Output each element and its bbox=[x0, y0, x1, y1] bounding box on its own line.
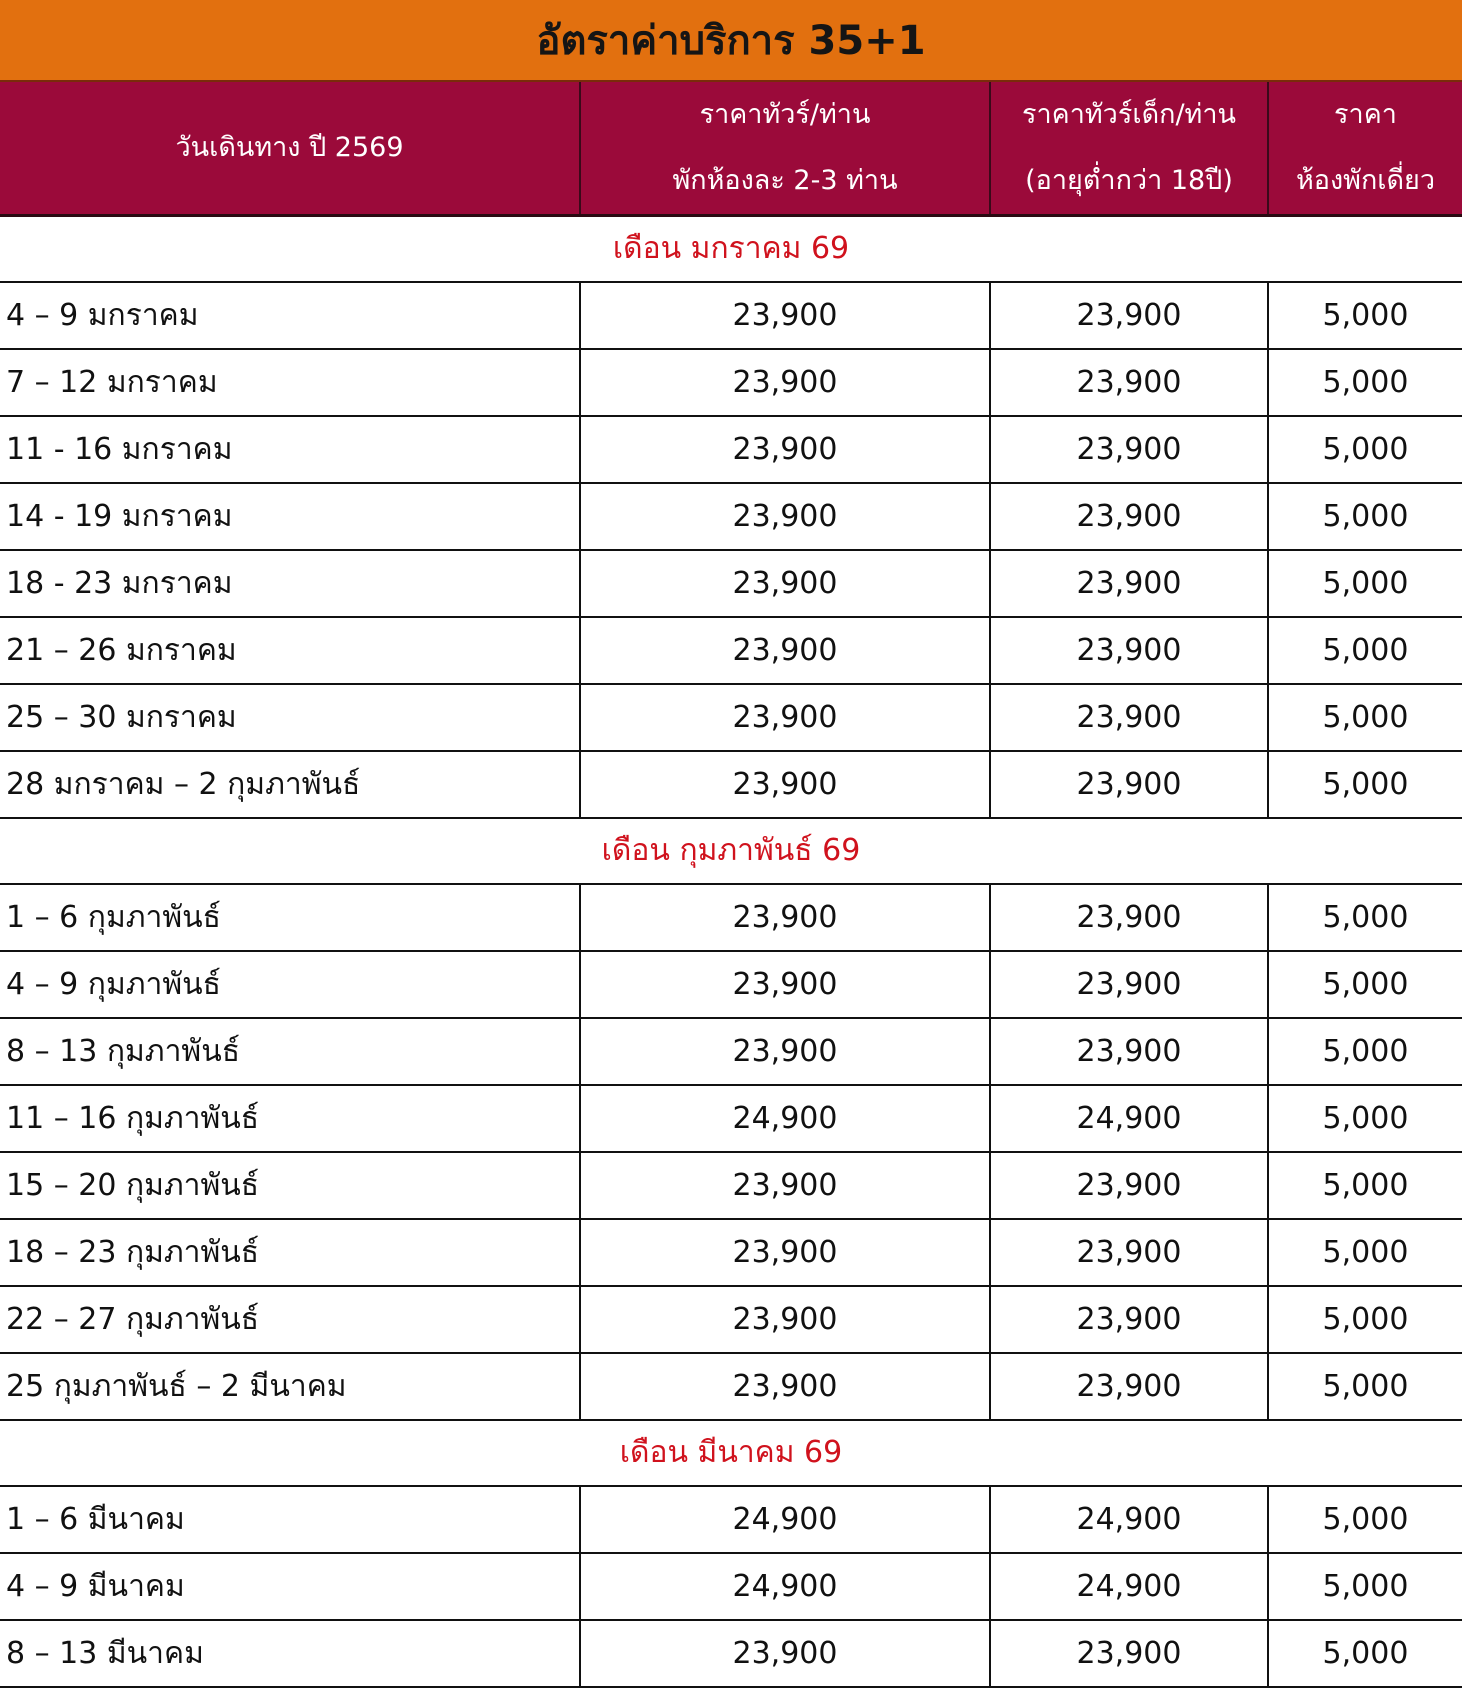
header-adult-price-line1: ราคาทัวร์/ท่าน bbox=[699, 99, 871, 130]
month-label: เดือน กุมภาพันธ์ 69 bbox=[0, 818, 1462, 884]
adult-price-cell: 23,900 bbox=[580, 483, 990, 550]
date-cell: 15 – 20 กุมภาพันธ์ bbox=[0, 1152, 580, 1219]
header-child-price bbox=[990, 82, 1268, 216]
adult-price-cell: 23,900 bbox=[580, 282, 990, 349]
month-header-row bbox=[0, 1420, 1462, 1486]
date-cell: 14 - 19 มกราคม bbox=[0, 483, 580, 550]
date-cell: 4 – 9 กุมภาพันธ์ bbox=[0, 951, 580, 1018]
header-child-price-line2: (อายุต่ำกว่า 18ปี) bbox=[1025, 165, 1233, 196]
date-cell: 4 – 9 มีนาคม bbox=[0, 1553, 580, 1620]
single-room-price-cell: 5,000 bbox=[1268, 1620, 1462, 1687]
header-single-room-line2: ห้องพักเดี่ยว bbox=[1295, 165, 1436, 196]
single-room-price-cell: 5,000 bbox=[1268, 951, 1462, 1018]
table-row bbox=[0, 1620, 1462, 1687]
table-row bbox=[0, 684, 1462, 751]
child-price-cell: 23,900 bbox=[990, 884, 1268, 951]
single-room-price-cell: 5,000 bbox=[1268, 349, 1462, 416]
table-row bbox=[0, 416, 1462, 483]
header-travel-date bbox=[0, 82, 580, 216]
table-row bbox=[0, 1553, 1462, 1620]
adult-price-cell: 23,900 bbox=[580, 617, 990, 684]
table-row bbox=[0, 550, 1462, 617]
table-row bbox=[0, 1286, 1462, 1353]
date-cell: 11 - 16 มกราคม bbox=[0, 416, 580, 483]
child-price-cell: 23,900 bbox=[990, 1152, 1268, 1219]
single-room-price-cell: 5,000 bbox=[1268, 1152, 1462, 1219]
child-price-cell: 23,900 bbox=[990, 416, 1268, 483]
adult-price-cell: 23,900 bbox=[580, 416, 990, 483]
table-row bbox=[0, 884, 1462, 951]
single-room-price-cell: 5,000 bbox=[1268, 617, 1462, 684]
table-row bbox=[0, 951, 1462, 1018]
date-cell: 8 – 13 มีนาคม bbox=[0, 1620, 580, 1687]
single-room-price-cell: 5,000 bbox=[1268, 483, 1462, 550]
single-room-price-cell: 5,000 bbox=[1268, 1486, 1462, 1553]
adult-price-cell: 23,900 bbox=[580, 1620, 990, 1687]
child-price-cell: 23,900 bbox=[990, 1018, 1268, 1085]
adult-price-cell: 23,900 bbox=[580, 1152, 990, 1219]
single-room-price-cell: 5,000 bbox=[1268, 684, 1462, 751]
date-cell: 7 – 12 มกราคม bbox=[0, 349, 580, 416]
single-room-price-cell: 5,000 bbox=[1268, 1553, 1462, 1620]
adult-price-cell: 24,900 bbox=[580, 1553, 990, 1620]
month-label: เดือน มกราคม 69 bbox=[0, 216, 1462, 282]
adult-price-cell: 23,900 bbox=[580, 1286, 990, 1353]
adult-price-cell: 24,900 bbox=[580, 1085, 990, 1152]
table-row bbox=[0, 617, 1462, 684]
adult-price-cell: 23,900 bbox=[580, 550, 990, 617]
table-row bbox=[0, 282, 1462, 349]
single-room-price-cell: 5,000 bbox=[1268, 751, 1462, 818]
child-price-cell: 24,900 bbox=[990, 1486, 1268, 1553]
page-title: อัตราค่าบริการ 35+1 bbox=[0, 0, 1462, 82]
child-price-cell: 23,900 bbox=[990, 483, 1268, 550]
adult-price-cell: 23,900 bbox=[580, 684, 990, 751]
table-row bbox=[0, 349, 1462, 416]
date-cell: 4 – 9 มกราคม bbox=[0, 282, 580, 349]
table-row bbox=[0, 1018, 1462, 1085]
table-row bbox=[0, 751, 1462, 818]
date-cell: 28 มกราคม – 2 กุมภาพันธ์ bbox=[0, 751, 580, 818]
header-single-room-line1: ราคา bbox=[1334, 99, 1397, 130]
month-header-row bbox=[0, 216, 1462, 282]
single-room-price-cell: 5,000 bbox=[1268, 282, 1462, 349]
date-cell: 21 – 26 มกราคม bbox=[0, 617, 580, 684]
table-body bbox=[0, 216, 1462, 1687]
date-cell: 25 กุมภาพันธ์ – 2 มีนาคม bbox=[0, 1353, 580, 1420]
header-adult-price bbox=[580, 82, 990, 216]
header-child-price-line1: ราคาทัวร์เด็ก/ท่าน bbox=[1022, 99, 1236, 130]
table-row bbox=[0, 1085, 1462, 1152]
date-cell: 18 - 23 มกราคม bbox=[0, 550, 580, 617]
adult-price-cell: 23,900 bbox=[580, 349, 990, 416]
date-cell: 8 – 13 กุมภาพันธ์ bbox=[0, 1018, 580, 1085]
date-cell: 1 – 6 กุมภาพันธ์ bbox=[0, 884, 580, 951]
adult-price-cell: 23,900 bbox=[580, 1018, 990, 1085]
child-price-cell: 23,900 bbox=[990, 617, 1268, 684]
adult-price-cell: 23,900 bbox=[580, 1219, 990, 1286]
single-room-price-cell: 5,000 bbox=[1268, 1219, 1462, 1286]
child-price-cell: 23,900 bbox=[990, 951, 1268, 1018]
single-room-price-cell: 5,000 bbox=[1268, 1085, 1462, 1152]
table-row bbox=[0, 1486, 1462, 1553]
child-price-cell: 23,900 bbox=[990, 282, 1268, 349]
adult-price-cell: 23,900 bbox=[580, 1353, 990, 1420]
child-price-cell: 23,900 bbox=[990, 1219, 1268, 1286]
header-adult-price-line2: พักห้องละ 2-3 ท่าน bbox=[672, 165, 898, 196]
date-cell: 18 – 23 กุมภาพันธ์ bbox=[0, 1219, 580, 1286]
single-room-price-cell: 5,000 bbox=[1268, 416, 1462, 483]
child-price-cell: 23,900 bbox=[990, 550, 1268, 617]
child-price-cell: 23,900 bbox=[990, 1620, 1268, 1687]
single-room-price-cell: 5,000 bbox=[1268, 1286, 1462, 1353]
child-price-cell: 23,900 bbox=[990, 1286, 1268, 1353]
single-room-price-cell: 5,000 bbox=[1268, 884, 1462, 951]
month-header-row bbox=[0, 818, 1462, 884]
child-price-cell: 24,900 bbox=[990, 1085, 1268, 1152]
month-label: เดือน มีนาคม 69 bbox=[0, 1420, 1462, 1486]
date-cell: 1 – 6 มีนาคม bbox=[0, 1486, 580, 1553]
date-cell: 22 – 27 กุมภาพันธ์ bbox=[0, 1286, 580, 1353]
child-price-cell: 23,900 bbox=[990, 684, 1268, 751]
single-room-price-cell: 5,000 bbox=[1268, 1018, 1462, 1085]
adult-price-cell: 23,900 bbox=[580, 884, 990, 951]
single-room-price-cell: 5,000 bbox=[1268, 1353, 1462, 1420]
child-price-cell: 24,900 bbox=[990, 1553, 1268, 1620]
date-cell: 25 – 30 มกราคม bbox=[0, 684, 580, 751]
single-room-price-cell: 5,000 bbox=[1268, 550, 1462, 617]
table-row bbox=[0, 483, 1462, 550]
child-price-cell: 23,900 bbox=[990, 349, 1268, 416]
table-header bbox=[0, 82, 1462, 216]
adult-price-cell: 23,900 bbox=[580, 951, 990, 1018]
child-price-cell: 23,900 bbox=[990, 1353, 1268, 1420]
header-single-room bbox=[1268, 82, 1462, 216]
child-price-cell: 23,900 bbox=[990, 751, 1268, 818]
adult-price-cell: 23,900 bbox=[580, 751, 990, 818]
date-cell: 11 – 16 กุมภาพันธ์ bbox=[0, 1085, 580, 1152]
adult-price-cell: 24,900 bbox=[580, 1486, 990, 1553]
table-row bbox=[0, 1353, 1462, 1420]
table-row bbox=[0, 1152, 1462, 1219]
price-table bbox=[0, 82, 1462, 1688]
header-travel-date-label: วันเดินทาง ปี 2569 bbox=[175, 132, 404, 163]
table-row bbox=[0, 1219, 1462, 1286]
